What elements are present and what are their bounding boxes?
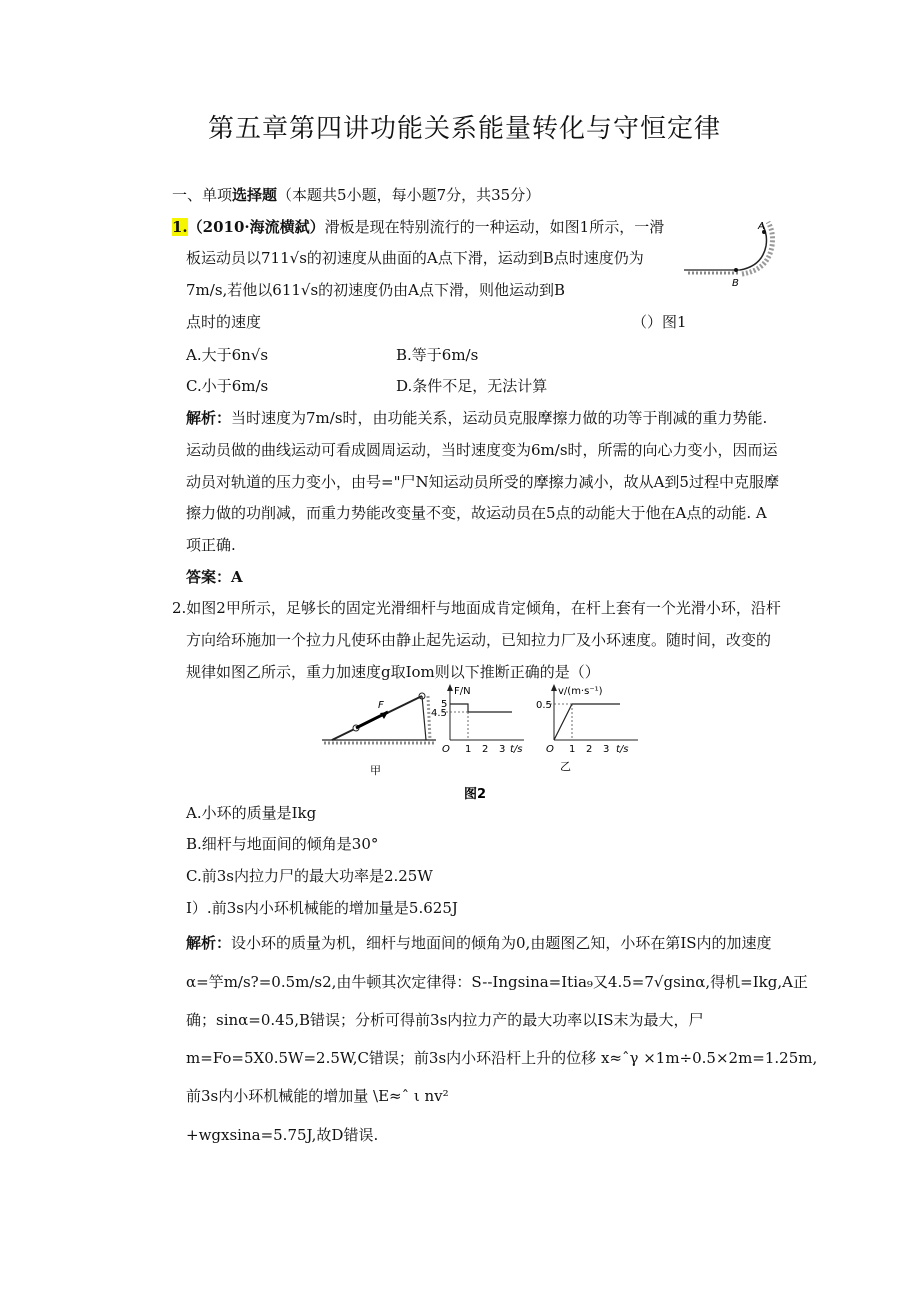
fig2-force-graph: [431, 684, 524, 755]
fig2-tick-2b: 2: [586, 744, 593, 755]
q1-paren-fig: （）图1: [632, 313, 687, 331]
section-header: [172, 185, 540, 205]
q2-line2: 方向给环施加一个拉力凡使环由静止起先运动，已知拉力厂及小环速度。随时间，改变的: [186, 631, 772, 649]
fig2-yi: 乙: [560, 760, 571, 773]
fig2-tick-3b: 3: [603, 744, 610, 755]
fig2-tick-3a: 3: [499, 744, 506, 755]
q1-line2: 板运动员以711√s的初速度从曲面的A点下滑，运动到B点时速度仍为: [186, 249, 644, 267]
q2-option-d: I）.前3s内小环机械能的增加量是5.625J: [186, 899, 458, 917]
q2-analysis-label: 解析：: [186, 934, 232, 952]
fig2-velocity-graph: [536, 684, 638, 773]
page-title: 第五章第四讲功能关系能量转化与守恒定律: [208, 114, 722, 144]
fig2-caption: 图2: [464, 787, 487, 802]
fig2-t-axis-2: t/s: [616, 744, 629, 755]
fig1-label-b: B: [732, 278, 739, 289]
q1-answer-value: A: [231, 568, 243, 586]
fig2-f-low: 4.5: [431, 708, 447, 719]
q1-line3: 7m/s,若他以611√s的初速度仍由A点下滑，则他运动到B: [186, 281, 566, 299]
q2-option-b: B.细杆与地面间的倾角是30°: [186, 835, 379, 853]
fig2-tick-2a: 2: [482, 744, 489, 755]
q1-line1: [172, 217, 664, 237]
fig2-v-val: 0.5: [536, 700, 552, 711]
fig1-label-a: A: [758, 221, 765, 232]
q2-analysis-text1: 设小环的质量为机，细杆与地面间的倾角为0,由题图乙知，小环在第IS内的加速度: [231, 934, 772, 952]
q1-analysis-1: [186, 408, 767, 428]
figure-2: [318, 682, 648, 804]
fig2-v-axis: v/(m·s⁻¹): [558, 686, 603, 697]
q2-analysis-6: +wgxsina=5.75J,故D错误.: [186, 1126, 379, 1144]
q2-analysis-4: m=Fo=5X0.5W=2.5W,C错误；前3s内小环沿杆上升的位移 x≈ˆγ ×1m÷0.5×2m=1.25m,: [186, 1049, 818, 1067]
fig2-tick-1a: 1: [465, 744, 472, 755]
q1-analysis-5: 项正确.: [186, 536, 236, 554]
q2-option-a: A.小环的质量是Ikg: [186, 804, 317, 822]
q1-text1: 滑板是现在特别流行的一种运动，如图1所示，一滑: [324, 218, 665, 236]
q1-line4: 点时的速度: [186, 313, 262, 331]
q1-analysis-text1: 当时速度为7m/s时，由功能关系，运动员克服摩擦力做的功等于削减的重力势能.: [231, 409, 768, 427]
q2-analysis-2: α=竽m/s?=0.5m/s2,由牛顿其次定律得：S--Ingsina=Itia₉又4.5=7√gsinα,得机=Ikg,A正: [186, 973, 808, 991]
fig2-origin-2: O: [546, 744, 554, 755]
fig2-f-axis: F/N: [454, 686, 471, 697]
q1-answer-label: 答案：: [186, 568, 232, 586]
q1-option-d: D.条件不足，无法计算: [396, 377, 548, 395]
fig2-origin-1: O: [442, 744, 450, 755]
q2-line3: 规律如图乙所示，重力加速度g取Iom则以下推断正确的是（）: [186, 663, 600, 681]
q1-analysis-label: 解析：: [186, 409, 232, 427]
fig2-f-high: 5: [441, 699, 448, 710]
q2-option-c: C.前3s内拉力尸的最大功率是2.25W: [186, 867, 433, 885]
q1-analysis-4: 擦力做的功削减，而重力势能改变量不变，故运动员在5点的动能大于他在A点的动能. A: [186, 504, 767, 522]
q1-analysis-2: 运动员做的曲线运动可看成圆周运动，当时速度变为6m/s时，所需的向心力变小，因而运: [186, 441, 778, 459]
q1-option-b: B.等于6m/s: [396, 346, 479, 364]
fig2-t-axis-1: t/s: [510, 744, 523, 755]
section-bold: 选择题: [232, 186, 278, 204]
q1-source: （2010·海流横弑）: [187, 218, 325, 236]
q2-analysis-1: [186, 933, 772, 953]
q1-answer: [186, 567, 243, 587]
fig2-tick-1b: 1: [569, 744, 576, 755]
q2-analysis-3: 确；sinα=0.45,B错误；分析可得前3s内拉力产的最大功率以IS末为最大，尸: [186, 1011, 704, 1029]
figure-1-ramp: [680, 218, 780, 290]
section-rest: （本题共5小题，每小题7分，共35分）: [277, 186, 541, 204]
section-head: 一、单项: [172, 186, 233, 204]
q2-analysis-5: 前3s内小环机械能的增加量 \E≈ˆ ι nv²: [186, 1087, 449, 1105]
q1-option-c: C.小于6m/s: [186, 377, 269, 395]
q1-option-a: A.大于6n√s: [186, 346, 269, 364]
fig2-force-label: F: [378, 700, 384, 711]
q2-line1: 2.如图2甲所示，足够长的固定光滑细杆与地面成肯定倾角，在杆上套有一个光滑小环，沿杆: [172, 599, 781, 617]
q1-number: 1.: [172, 218, 188, 236]
fig2-jia: 甲: [370, 764, 381, 777]
fig2-incline: [322, 693, 436, 777]
q1-analysis-3: 动员对轨道的压力变小，由号="尸N知运动员所受的摩擦力减小，故从A到5过程中克服摩: [186, 473, 779, 491]
